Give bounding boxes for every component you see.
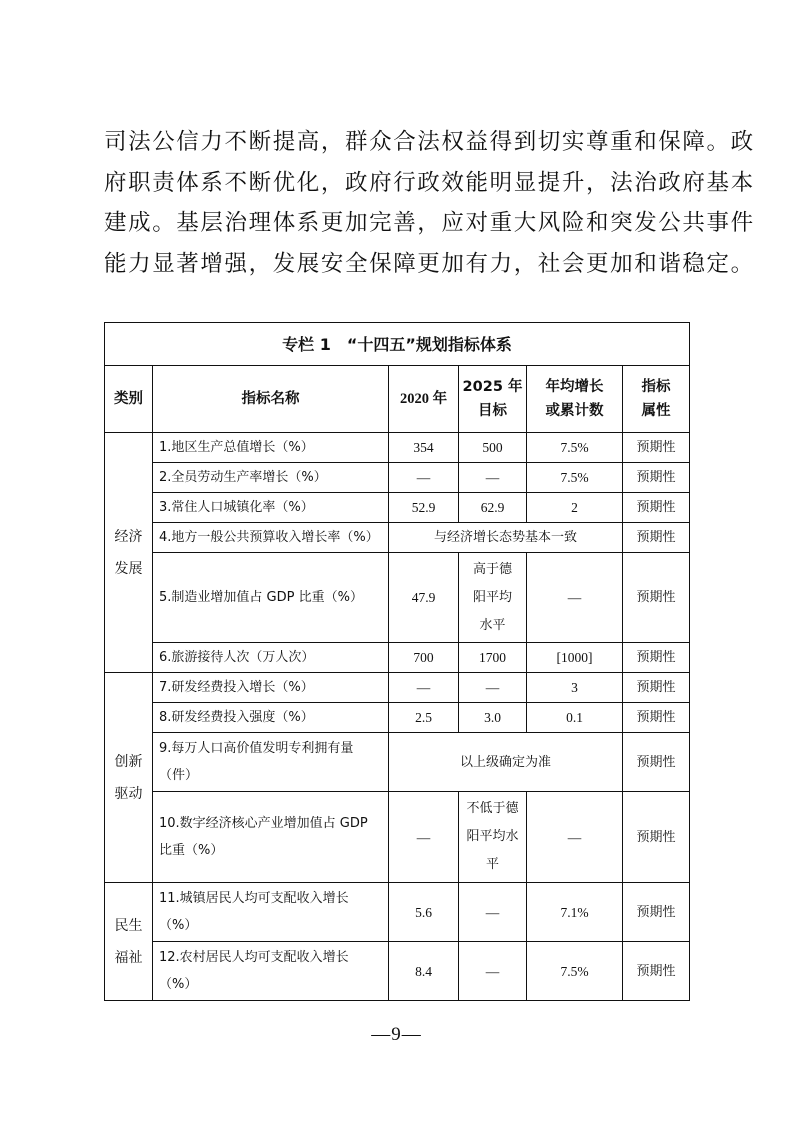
name-line: 11.城镇居民人均可支配收入增长	[159, 891, 349, 906]
value-attr: 预期性	[623, 433, 690, 463]
value-growth: 7.1%	[527, 883, 623, 942]
table-row	[105, 883, 690, 942]
table-row	[105, 433, 690, 463]
name-line: 12.农村居民人均可支配收入增长	[159, 950, 349, 965]
value-line: 高于德	[472, 561, 512, 577]
category-innov	[105, 673, 153, 883]
value-2020: —	[389, 792, 459, 883]
header-growth-line: 年均增长	[545, 379, 604, 395]
value-line: 平	[485, 857, 499, 872]
name-line: 比重（%）	[159, 843, 224, 858]
table-row	[105, 703, 690, 733]
header-category: 类别	[105, 366, 153, 433]
value-growth: —	[527, 792, 623, 883]
value-attr: 预期性	[623, 523, 690, 553]
table-title-row	[105, 323, 690, 366]
value-2025	[459, 792, 527, 883]
value-attr: 预期性	[623, 673, 690, 703]
table-row	[105, 792, 690, 883]
paragraph-line: 司法公信力不断提高，群众合法权益得到切实尊重和保障。政	[104, 129, 755, 155]
name-line: 10.数字经济核心产业增加值占 GDP	[159, 816, 368, 831]
indicator-name	[153, 792, 389, 883]
value-2025: —	[459, 673, 527, 703]
name-line: （件）	[159, 768, 199, 783]
name-line: （%）	[159, 918, 198, 933]
value-2025: 500	[459, 433, 527, 463]
header-attr	[623, 366, 690, 433]
value-attr: 预期性	[623, 703, 690, 733]
value-attr: 预期性	[623, 792, 690, 883]
header-2025-line: 2025 年	[462, 379, 523, 395]
value-attr: 预期性	[623, 643, 690, 673]
header-2020: 2020 年	[389, 366, 459, 433]
value-2025: 62.9	[459, 493, 527, 523]
value-attr: 预期性	[623, 733, 690, 792]
value-growth: 0.1	[527, 703, 623, 733]
value-merged: 与经济增长态势基本一致	[389, 523, 623, 553]
value-2025: —	[459, 942, 527, 1001]
indicator-name: 7.研发经费投入增长（%）	[153, 673, 389, 703]
table-row	[105, 493, 690, 523]
value-2025: 1700	[459, 643, 527, 673]
value-2020: 5.6	[389, 883, 459, 942]
indicator-name	[153, 883, 389, 942]
value-2020: 2.5	[389, 703, 459, 733]
value-growth: 2	[527, 493, 623, 523]
indicator-name: 8.研发经费投入强度（%）	[153, 703, 389, 733]
value-2025	[459, 553, 527, 643]
table-row	[105, 463, 690, 493]
category-line: 福祉	[114, 949, 143, 966]
value-2020: 52.9	[389, 493, 459, 523]
table-header-row	[105, 366, 690, 433]
value-2020: 8.4	[389, 942, 459, 1001]
value-growth: [1000]	[527, 643, 623, 673]
indicator-name: 3.常住人口城镇化率（%）	[153, 493, 389, 523]
header-growth-line: 或累计数	[545, 403, 604, 419]
value-line: 阳平均水	[466, 829, 519, 844]
table-row	[105, 942, 690, 1001]
indicator-table	[104, 322, 690, 1001]
indicator-name	[153, 942, 389, 1001]
value-attr: 预期性	[623, 553, 690, 643]
body-paragraph	[104, 122, 755, 284]
value-attr: 预期性	[623, 883, 690, 942]
header-2025	[459, 366, 527, 433]
category-line: 经济	[114, 528, 143, 545]
indicator-name	[153, 733, 389, 792]
table-row	[105, 553, 690, 643]
value-2020: 47.9	[389, 553, 459, 643]
value-2020: —	[389, 673, 459, 703]
category-welfare	[105, 883, 153, 1001]
category-line: 创新	[114, 753, 143, 770]
table-row	[105, 733, 690, 792]
paragraph-line: 建成。基层治理体系更加完善，应对重大风险和突发公共事件	[104, 210, 755, 236]
category-line: 发展	[114, 560, 143, 577]
value-line: 不低于德	[466, 801, 519, 816]
value-2020: —	[389, 463, 459, 493]
table-row	[105, 523, 690, 553]
value-line: 水平	[479, 617, 506, 633]
header-attr-line: 属性	[641, 403, 671, 419]
value-line: 阳平均	[472, 589, 512, 605]
category-econ	[105, 433, 153, 673]
name-line: 9.每万人口高价值发明专利拥有量	[159, 741, 354, 756]
value-merged: 以上级确定为准	[389, 733, 623, 792]
table-title: 专栏 1 “十四五”规划指标体系	[105, 323, 690, 366]
value-attr: 预期性	[623, 463, 690, 493]
header-name: 指标名称	[153, 366, 389, 433]
indicator-name: 2.全员劳动生产率增长（%）	[153, 463, 389, 493]
header-2025-line: 目标	[478, 403, 507, 419]
table-row	[105, 673, 690, 703]
value-2020: 354	[389, 433, 459, 463]
table-row	[105, 643, 690, 673]
paragraph-line: 府职责体系不断优化，政府行政效能明显提升，法治政府基本	[104, 169, 755, 196]
category-line: 驱动	[114, 785, 143, 802]
value-attr: 预期性	[623, 942, 690, 1001]
name-line: （%）	[159, 977, 198, 992]
value-growth: 7.5%	[527, 942, 623, 1001]
indicator-name: 5.制造业增加值占 GDP 比重（%）	[153, 553, 389, 643]
value-growth: 7.5%	[527, 463, 623, 493]
indicator-name: 1.地区生产总值增长（%）	[153, 433, 389, 463]
value-2025: —	[459, 883, 527, 942]
value-2025: —	[459, 463, 527, 493]
value-attr: 预期性	[623, 493, 690, 523]
value-2020: 700	[389, 643, 459, 673]
value-growth: —	[527, 553, 623, 643]
category-line: 民生	[114, 917, 143, 934]
header-growth	[527, 366, 623, 433]
paragraph-line: 能力显著增强，发展安全保障更加有力，社会更加和谐稳定。	[104, 250, 755, 277]
header-attr-line: 指标	[641, 379, 671, 395]
indicator-name: 6.旅游接待人次（万人次）	[153, 643, 389, 673]
value-growth: 3	[527, 673, 623, 703]
value-growth: 7.5%	[527, 433, 623, 463]
value-2025: 3.0	[459, 703, 527, 733]
indicator-name: 4.地方一般公共预算收入增长率（%）	[153, 523, 389, 553]
page-number: —9—	[371, 1024, 422, 1045]
